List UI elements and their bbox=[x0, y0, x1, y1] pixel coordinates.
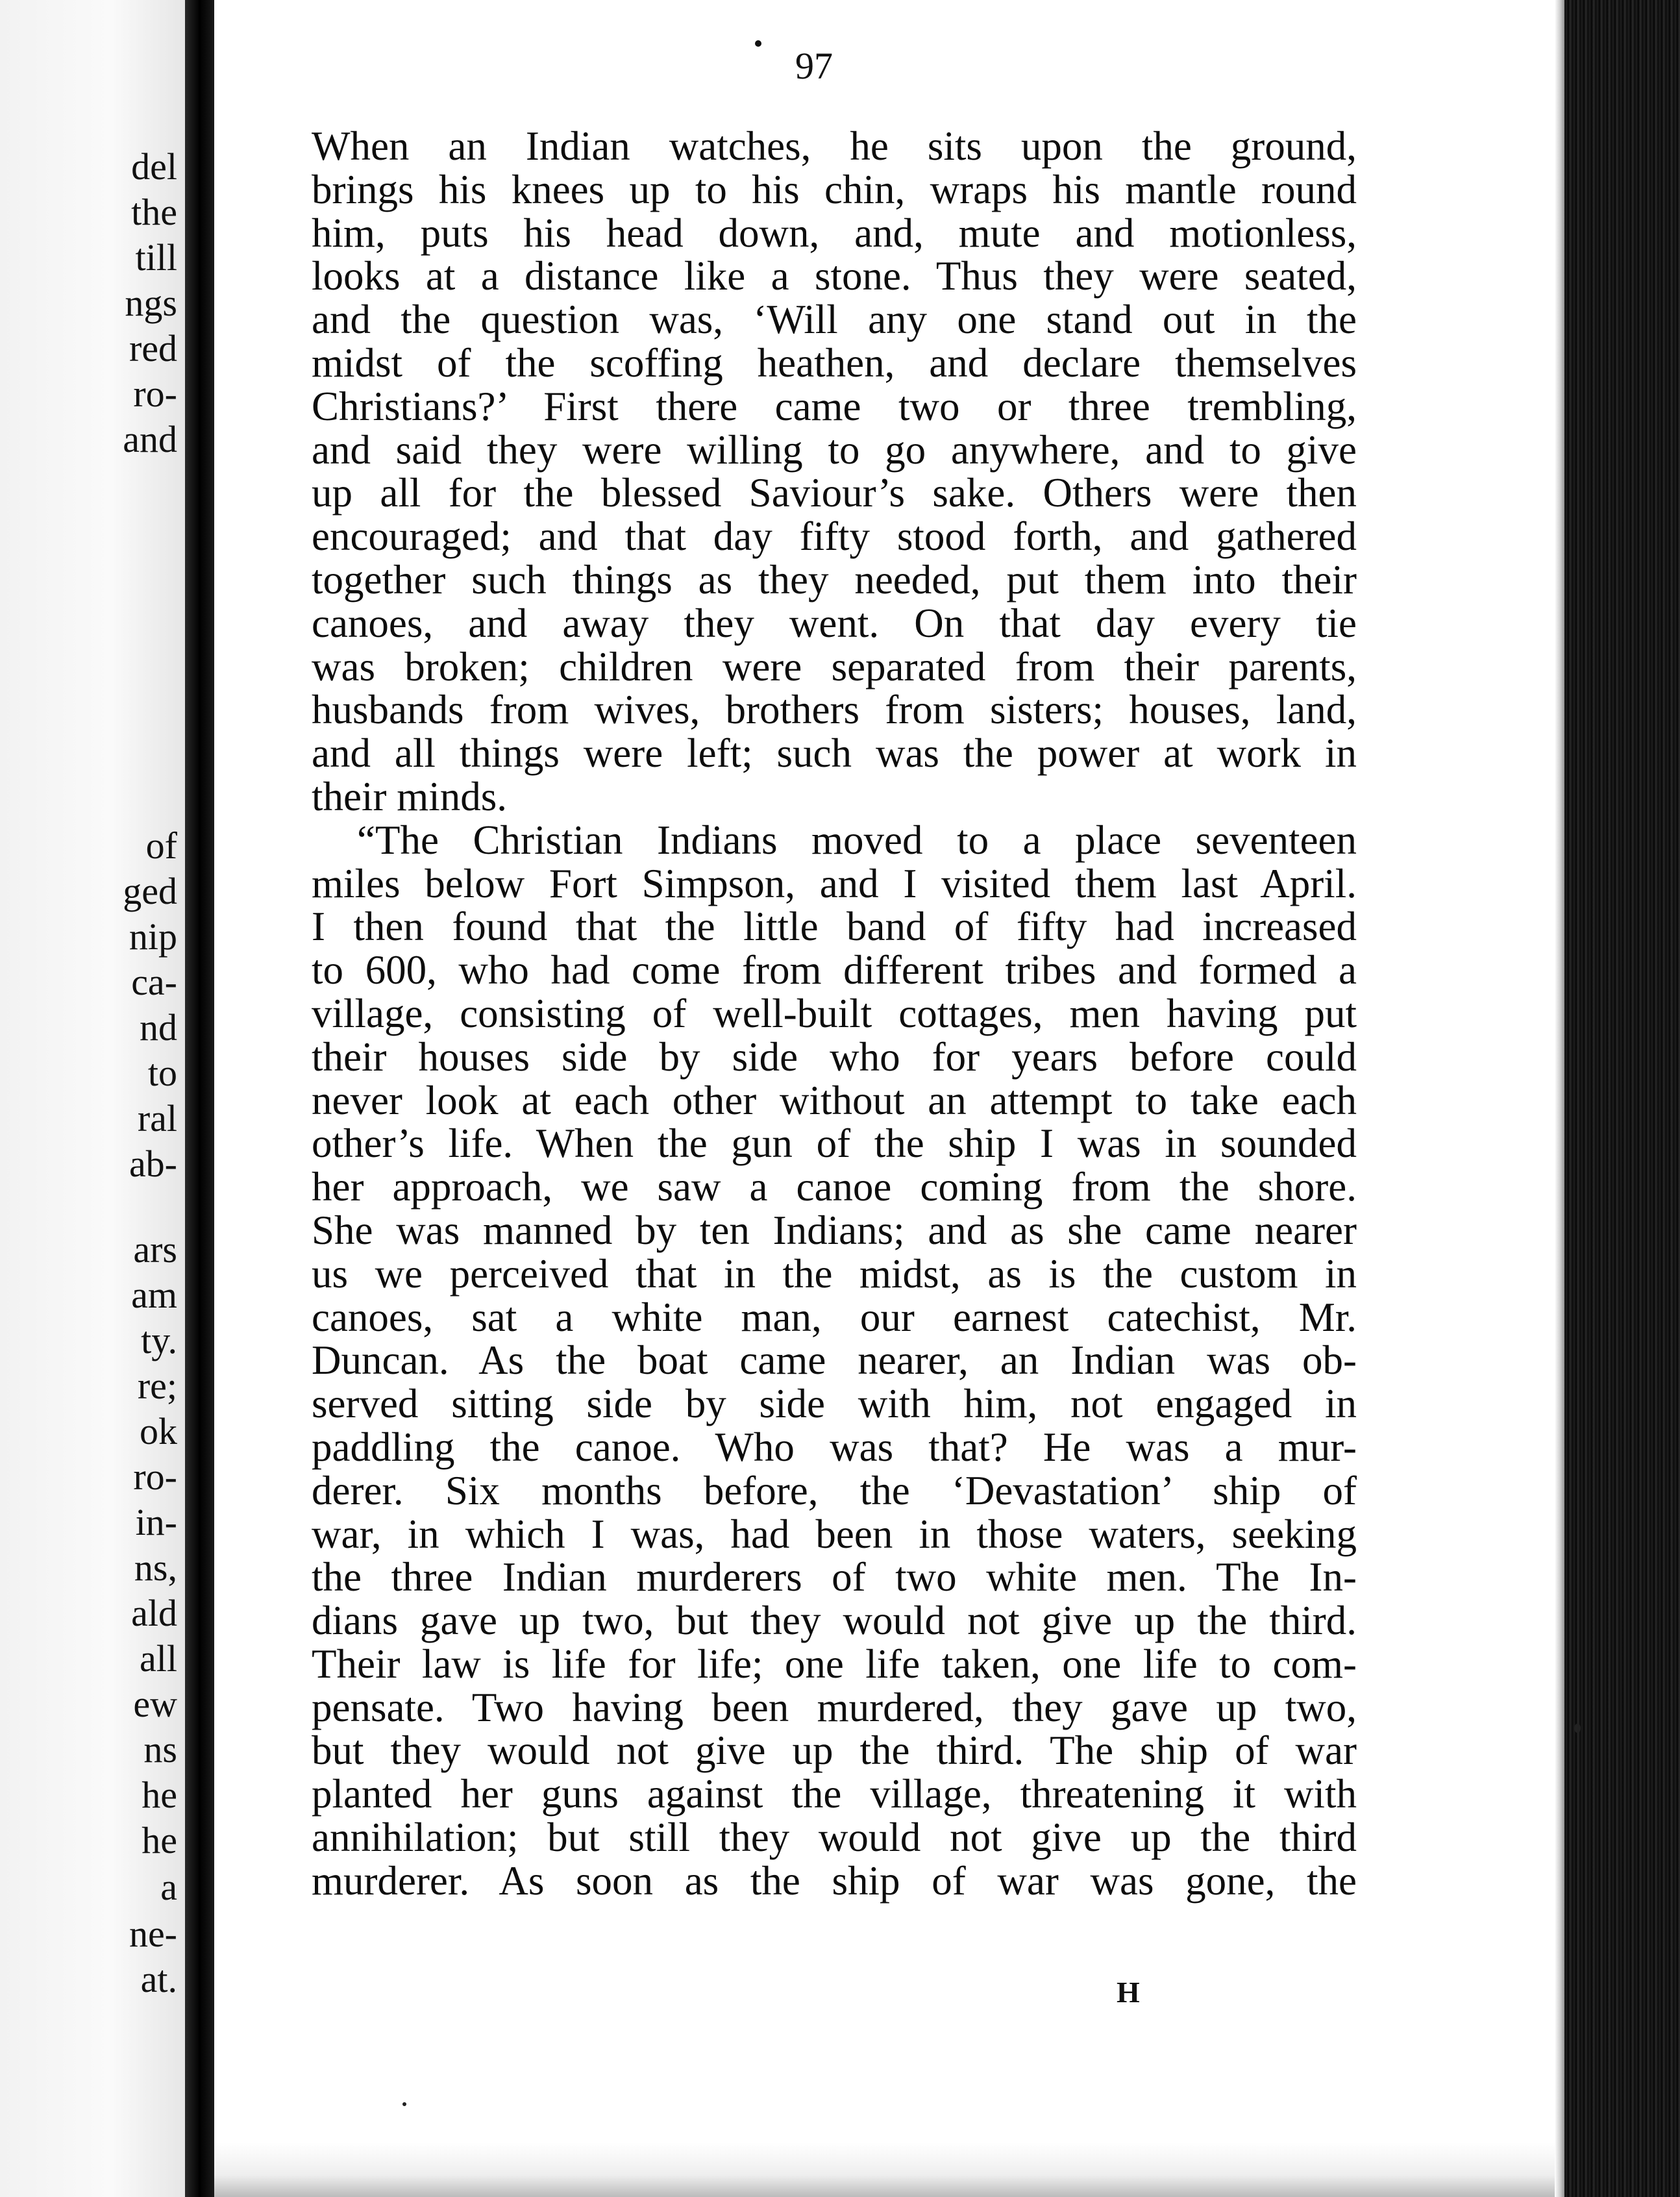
left-fragment: red bbox=[129, 327, 177, 369]
left-fragment: del bbox=[131, 145, 177, 188]
left-fragment: a bbox=[160, 1866, 177, 1908]
left-fragment: the bbox=[131, 191, 177, 233]
text-line: never look at each other without an attempt to take each bbox=[312, 1077, 1357, 1123]
text-line: husbands from wives, brothers from sisters; houses, land, bbox=[312, 687, 1357, 733]
text-line: village, consisting of well-built cottages, men having put bbox=[312, 990, 1357, 1036]
left-fragment: ns bbox=[143, 1728, 177, 1770]
text-line: us we perceived that in the midst, as is the custom in bbox=[312, 1250, 1357, 1297]
left-fragment: ne- bbox=[129, 1913, 177, 1955]
page-bottom-edge bbox=[214, 2142, 1564, 2197]
text-line: Christians?’ First there came two or three trembling, bbox=[312, 383, 1357, 429]
text-line: the three Indian murderers of two white men. The In- bbox=[312, 1554, 1357, 1600]
book-fore-edge bbox=[1564, 0, 1680, 2197]
left-fragment: ald bbox=[131, 1592, 177, 1634]
left-fragment: nd bbox=[140, 1006, 177, 1049]
text-line: midst of the scoffing heathen, and declare themselves bbox=[312, 340, 1357, 386]
text-line: Their law is life for life; one life taken, one life to com- bbox=[312, 1641, 1357, 1687]
text-line: looks at a distance like a stone. Thus they were seated, bbox=[312, 253, 1357, 299]
text-line: murderer. As soon as the ship of war was gone, the bbox=[312, 1857, 1357, 1904]
ink-speck bbox=[402, 2102, 406, 2106]
left-fragment: ro- bbox=[133, 1456, 177, 1498]
left-fragment: he bbox=[142, 1819, 177, 1861]
text-line: and said they were willing to go anywhere, and to give bbox=[312, 427, 1357, 473]
left-fragment: of bbox=[145, 825, 177, 867]
text-line: She was manned by ten Indians; and as she came nearer bbox=[312, 1207, 1357, 1253]
text-line: paddling the canoe. Who was that? He was a mur- bbox=[312, 1424, 1357, 1470]
text-line: served sitting side by side with him, not engaged in bbox=[312, 1381, 1357, 1427]
left-fragment: till bbox=[135, 236, 177, 279]
text-line: other’s life. When the gun of the ship I was in sounded bbox=[312, 1121, 1357, 1167]
text-line: miles below Fort Simpson, and I visited them last April. bbox=[312, 860, 1357, 906]
left-fragment: ral bbox=[137, 1097, 177, 1139]
page-body-text bbox=[312, 125, 1357, 1903]
ink-speck bbox=[1574, 1724, 1581, 1733]
text-line: canoes, sat a white man, our earnest catechist, Mr. bbox=[312, 1294, 1357, 1340]
left-fragment: re; bbox=[137, 1365, 177, 1407]
text-line: together such things as they needed, put them into their bbox=[312, 556, 1357, 602]
left-fragment: ca- bbox=[131, 961, 177, 1003]
left-fragment: ty. bbox=[141, 1319, 177, 1361]
left-fragment: ged bbox=[123, 870, 177, 912]
left-fragment: and bbox=[123, 418, 177, 460]
left-fragment: all bbox=[140, 1637, 177, 1680]
paragraph-first-line: “The Christian Indians moved to a place seventeen bbox=[357, 817, 1357, 863]
text-line: planted her guns against the village, threatening it with bbox=[312, 1771, 1357, 1817]
page-number: 97 bbox=[795, 45, 833, 87]
text-line: annihilation; but still they would not give up the third bbox=[312, 1815, 1357, 1861]
text-line: dians gave up two, but they would not give up the third. bbox=[312, 1598, 1357, 1644]
left-fragment: nip bbox=[129, 915, 177, 958]
left-fragment: in- bbox=[135, 1501, 177, 1543]
left-fragment: ew bbox=[133, 1683, 177, 1725]
left-facing-page bbox=[0, 0, 185, 2197]
book-gutter bbox=[185, 0, 214, 2197]
text-line: her approach, we saw a canoe coming from the shore. bbox=[312, 1164, 1357, 1210]
left-fragment: to bbox=[147, 1052, 177, 1094]
left-fragment: ab- bbox=[129, 1143, 177, 1185]
text-line: Duncan. As the boat came nearer, an Indian was ob- bbox=[312, 1337, 1357, 1384]
text-line: their houses side by side who for years before could bbox=[312, 1034, 1357, 1080]
left-fragment: ok bbox=[140, 1410, 177, 1452]
text-line: him, puts his head down, and, mute and motionless, bbox=[312, 210, 1357, 256]
left-fragment: at. bbox=[140, 1958, 177, 2000]
text-line: but they would not give up the third. The ship of war bbox=[312, 1728, 1357, 1774]
text-line: When an Indian watches, he sits upon the ground, bbox=[312, 123, 1357, 169]
text-line: and the question was, ‘Will any one stand out in the bbox=[312, 297, 1357, 343]
text-line: was broken; children were separated from their parents, bbox=[312, 643, 1357, 689]
text-line: up all for the blessed Saviour’s sake. Others were then bbox=[312, 470, 1357, 516]
ink-dot bbox=[755, 40, 761, 47]
text-line: and all things were left; such was the power at work in bbox=[312, 730, 1357, 776]
left-fragment: ro- bbox=[133, 373, 177, 415]
text-line: I then found that the little band of fifty had increased bbox=[312, 904, 1357, 950]
text-line: to 600, who had come from different tribes and formed a bbox=[312, 947, 1357, 993]
text-line: war, in which I was, had been in those waters, seeking bbox=[312, 1511, 1357, 1557]
left-fragment: am bbox=[131, 1274, 177, 1316]
signature-mark: H bbox=[1117, 1976, 1140, 2009]
text-line: derer. Six months before, the ‘Devastation’ ship of bbox=[312, 1467, 1357, 1513]
left-fragment: ars bbox=[133, 1228, 177, 1271]
left-fragment: ns, bbox=[134, 1546, 177, 1589]
text-line: pensate. Two having been murdered, they gave up two, bbox=[312, 1684, 1357, 1730]
left-fragment: he bbox=[142, 1774, 177, 1816]
text-line: encouraged; and that day fifty stood forth, and gathered bbox=[312, 514, 1357, 560]
left-fragment: ngs bbox=[125, 282, 177, 324]
text-line: brings his knees up to his chin, wraps his mantle round bbox=[312, 166, 1357, 212]
text-line: canoes, and away they went. On that day every tie bbox=[312, 600, 1357, 646]
text-line: their minds. bbox=[312, 773, 507, 819]
